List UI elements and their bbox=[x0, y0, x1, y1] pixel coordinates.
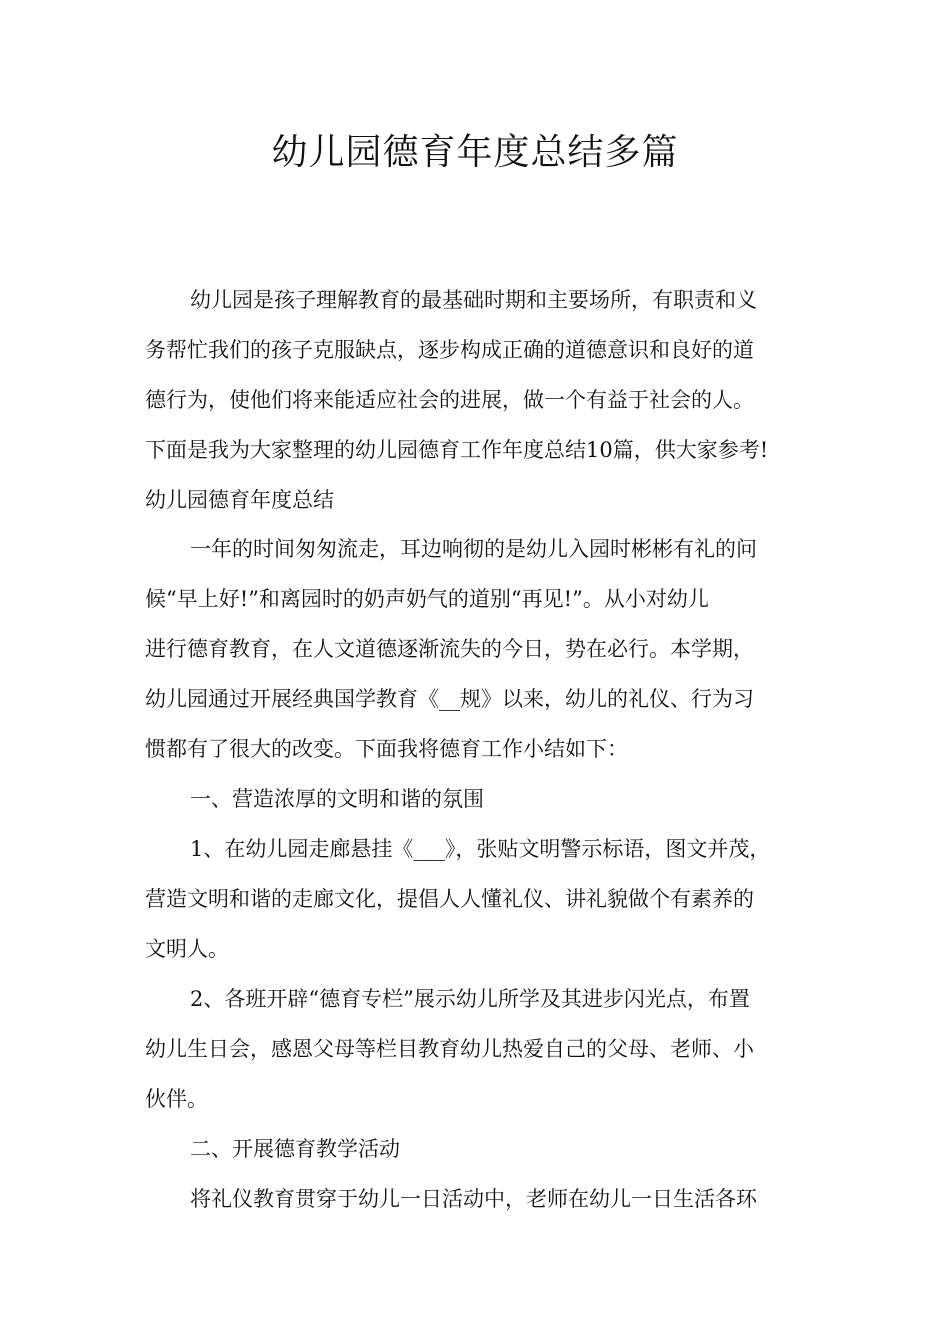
paragraph-line-4: 幼儿园通过开展经典国学教育《__规》以来，幼儿的礼仪、行为习 bbox=[145, 687, 754, 711]
paragraph-line-1: 一年的时间匆匆流走，耳边响彻的是幼儿入园时彬彬有礼的问 bbox=[190, 537, 757, 561]
paragraph-line-3: 进行德育教育，在人文道德逐渐流失的今日，势在必行。本学期， bbox=[145, 637, 754, 661]
item-two-line-2: 幼儿生日会，感恩父母等栏目教育幼儿热爱自己的父母、老师、小 bbox=[145, 1037, 754, 1061]
intro-line-1: 幼儿园是孩子理解教育的最基础时期和主要场所，有职责和义 bbox=[190, 288, 757, 312]
item-one-line-1: 1、在幼儿园走廊悬挂《___》，张贴文明警示标语，图文并茂， bbox=[190, 837, 771, 861]
subheading-one: 一、营造浓厚的文明和谐的氛围 bbox=[190, 787, 484, 811]
item-two-line-3: 伙伴。 bbox=[145, 1087, 208, 1111]
item-two-line-1: 2、各班开辟“德育专栏”展示幼儿所学及其进步闪光点，布置 bbox=[190, 987, 750, 1011]
subheading-two: 二、开展德育教学活动 bbox=[190, 1137, 400, 1161]
item-one-line-2: 营造文明和谐的走廊文化，提倡人人懂礼仪、讲礼貌做个有素养的 bbox=[145, 887, 754, 911]
paragraph-line-5: 惯都有了很大的改变。下面我将德育工作小结如下： bbox=[145, 737, 628, 761]
intro-line-3: 德行为，使他们将来能适应社会的进展，做一个有益于社会的人。 bbox=[145, 388, 754, 412]
document-title: 幼儿园德育年度总结多篇 bbox=[271, 132, 679, 173]
closing-line: 将礼仪教育贯穿于幼儿一日活动中，老师在幼儿一日生活各环 bbox=[190, 1187, 757, 1211]
item-one-line-3: 文明人。 bbox=[145, 937, 229, 961]
intro-line-2: 务帮忙我们的孩子克服缺点，逐步构成正确的道德意识和良好的道 bbox=[145, 338, 754, 362]
section-heading: 幼儿园德育年度总结 bbox=[145, 488, 334, 512]
intro-paragraph-block bbox=[145, 275, 825, 525]
main-paragraph-block bbox=[145, 524, 825, 1224]
paragraph-line-2: 候“早上好!”和离园时的奶声奶气的道别“再见!”。从小对幼儿 bbox=[145, 587, 709, 611]
intro-line-4: 下面是我为大家整理的幼儿园德育工作年度总结10篇，供大家参考! bbox=[145, 438, 769, 462]
